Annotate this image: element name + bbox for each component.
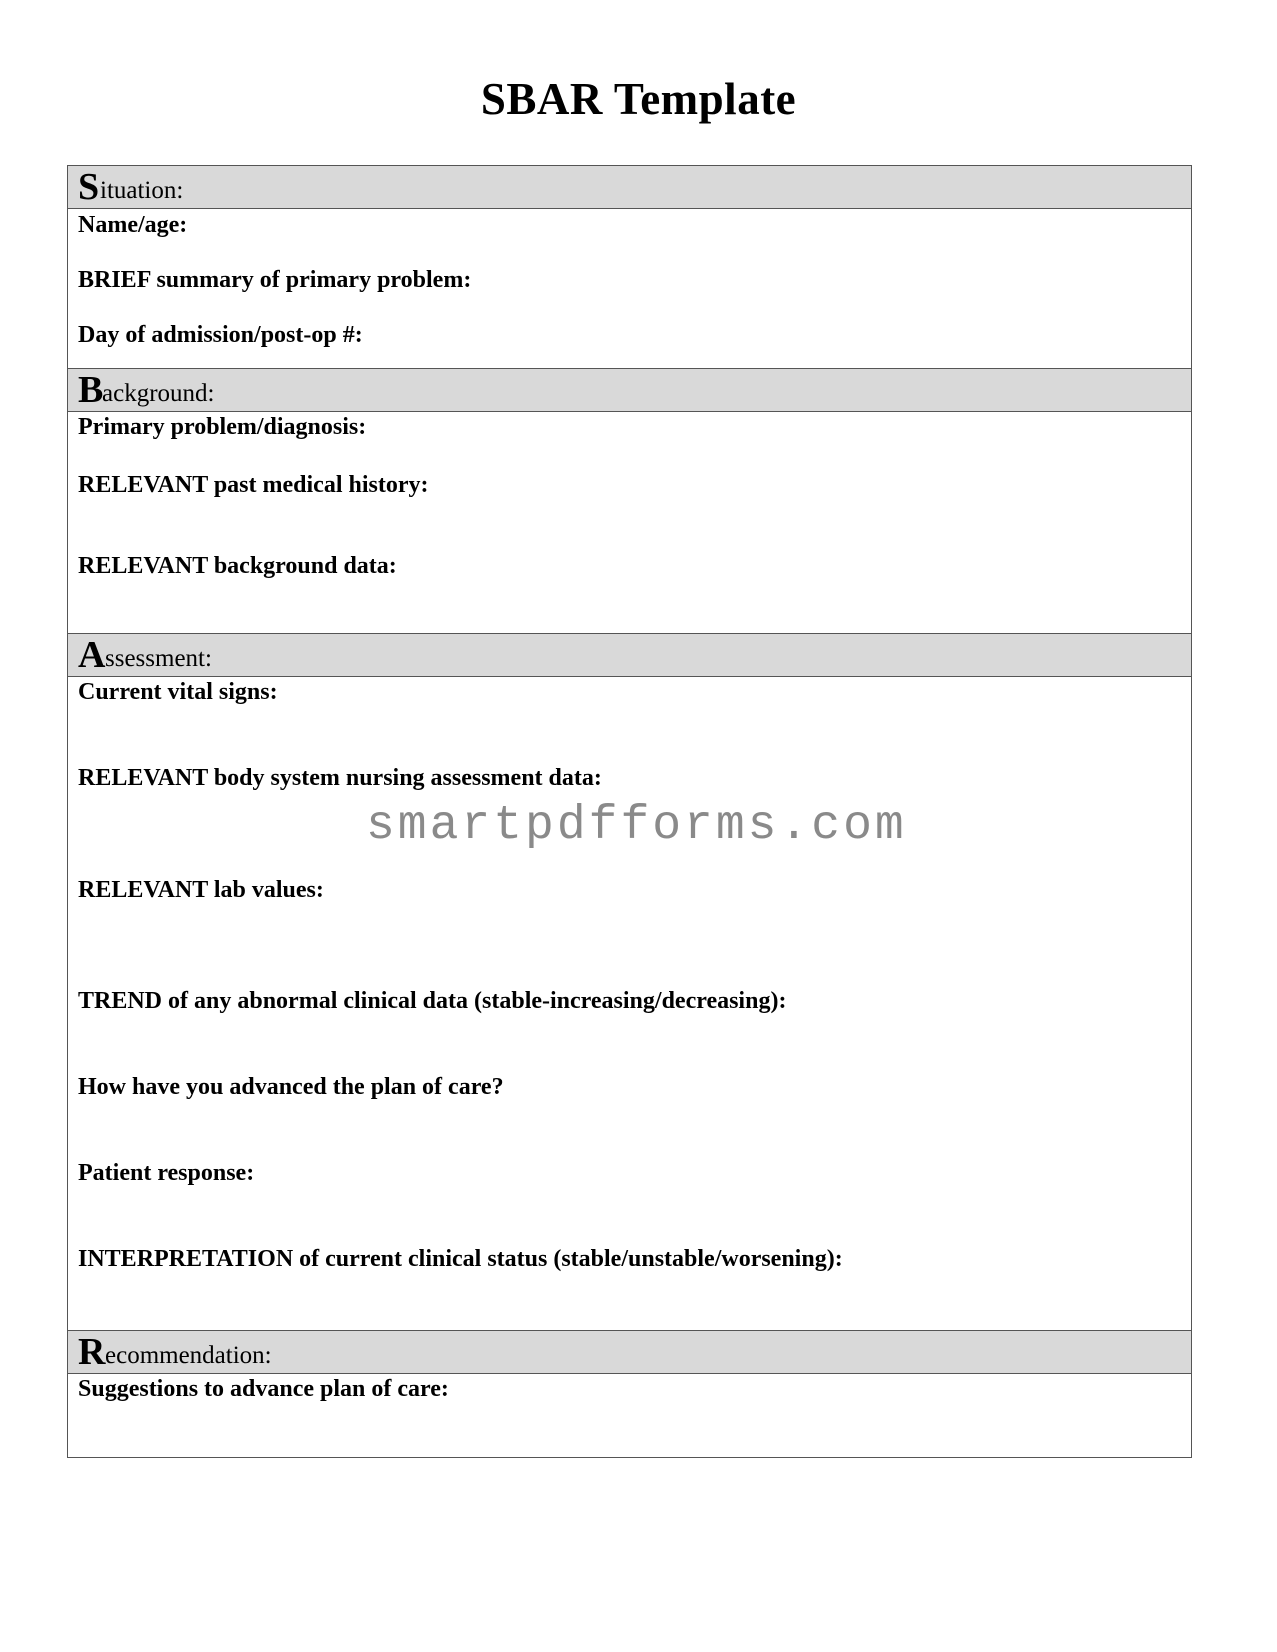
section-header-assessment — [68, 634, 1191, 677]
field-label-day-of-admission: Day of admission/post-op #: — [78, 322, 363, 348]
section-title-recommendation: ecommendation: — [105, 1342, 272, 1369]
field-label-vital-signs: Current vital signs: — [78, 679, 278, 705]
field-label-lab-values: RELEVANT lab values: — [78, 877, 324, 903]
section-initial-situation: S — [78, 166, 100, 208]
field-label-past-medical-history: RELEVANT past medical history: — [78, 472, 429, 498]
field-label-trend: TREND of any abnormal clinical data (stable-increasing/decreasing): — [78, 988, 787, 1014]
page-title: SBAR Template — [480, 74, 797, 124]
field-label-interpretation: INTERPRETATION of current clinical status (stable/unstable/worsening): — [78, 1246, 843, 1272]
field-label-primary-problem: Primary problem/diagnosis: — [78, 414, 367, 440]
field-label-background-data: RELEVANT background data: — [78, 553, 397, 579]
field-label-plan-of-care: How have you advanced the plan of care? — [78, 1074, 504, 1100]
field-label-patient-response: Patient response: — [78, 1160, 255, 1186]
section-initial-background: B — [78, 369, 104, 411]
field-label-name-age: Name/age: — [78, 212, 188, 238]
section-body-situation[interactable] — [68, 209, 1191, 369]
field-label-suggestions: Suggestions to advance plan of care: — [78, 1376, 449, 1402]
section-header-recommendation — [68, 1331, 1191, 1374]
section-body-background[interactable] — [68, 412, 1191, 634]
field-label-nursing-assessment: RELEVANT body system nursing assessment data: — [78, 765, 602, 791]
section-initial-assessment: A — [78, 634, 106, 676]
section-header-background — [68, 369, 1191, 412]
watermark: smartpdfforms.com — [366, 799, 907, 853]
section-header-situation — [68, 166, 1191, 209]
section-body-recommendation[interactable] — [68, 1374, 1191, 1457]
section-title-background: ackground: — [102, 380, 215, 407]
field-label-brief-summary: BRIEF summary of primary problem: — [78, 267, 472, 293]
section-title-assessment: ssessment: — [105, 645, 212, 672]
section-title-situation: ituation: — [100, 177, 184, 204]
section-body-assessment[interactable] — [68, 677, 1191, 1331]
section-initial-recommendation: R — [78, 1331, 106, 1373]
